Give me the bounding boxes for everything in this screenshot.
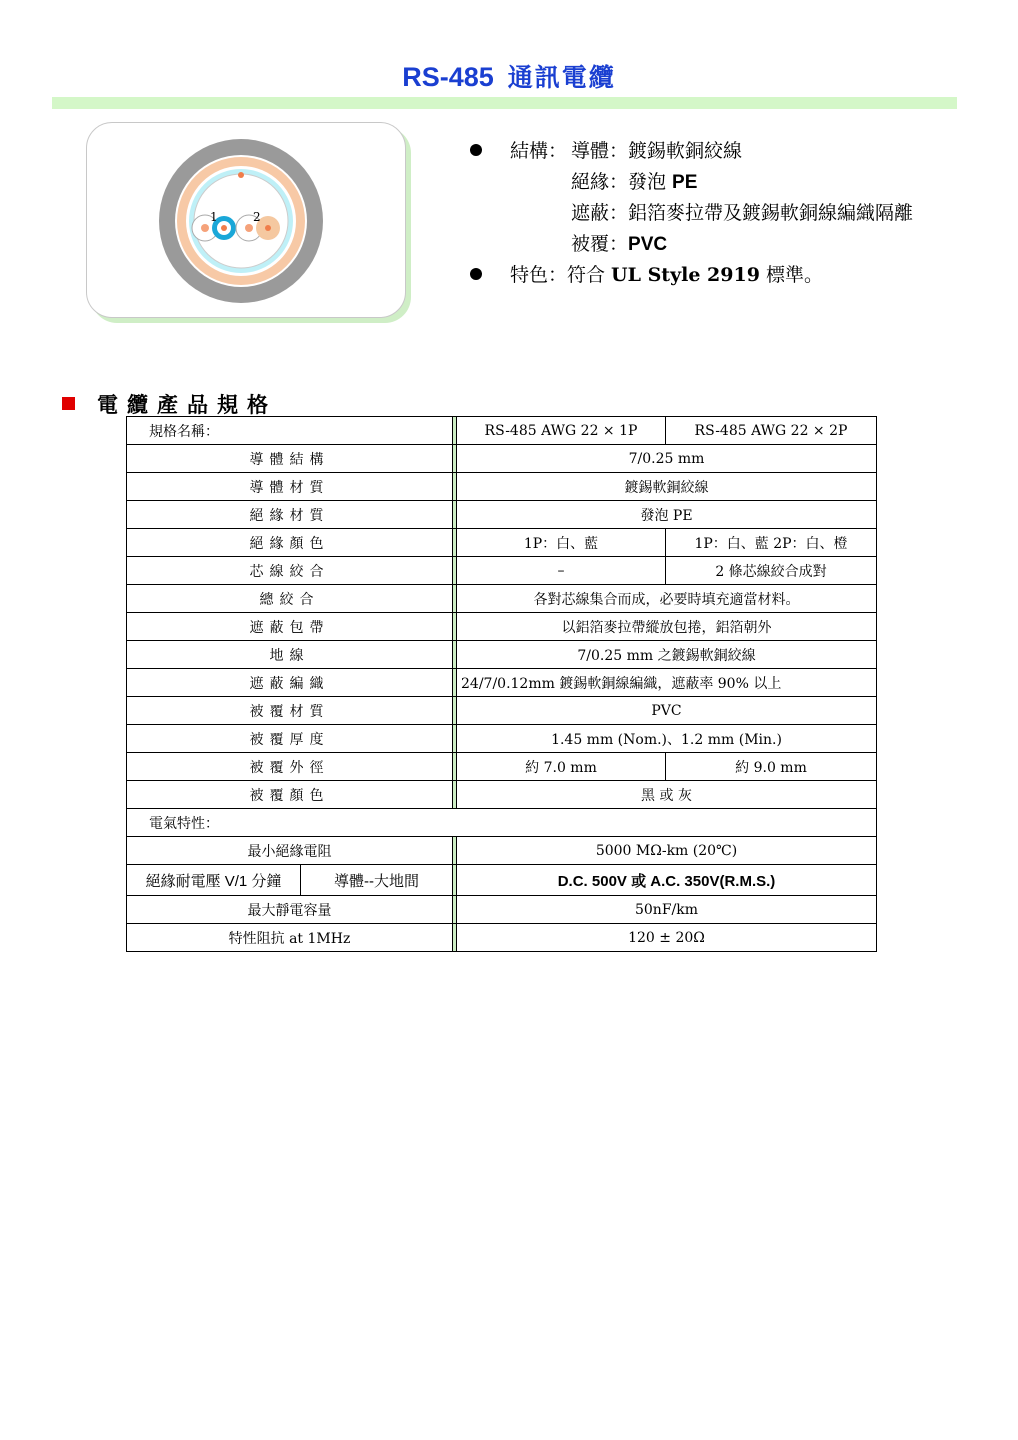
row-value: PVC — [457, 697, 877, 725]
table-row — [127, 753, 877, 781]
row-value-2p: 約 9.0 mm — [666, 753, 877, 781]
jacket-label: 被覆： — [571, 233, 629, 255]
withstand-sub: 導體--大地間 — [301, 865, 453, 896]
core-1-blue-conductor — [221, 225, 227, 231]
table-row — [127, 669, 877, 697]
feature-suffix: 標準。 — [759, 264, 823, 286]
row-value: 1.45 mm (Nom.)、1.2 mm (Min.) — [457, 725, 877, 753]
row-value-1p: 1P：白、藍 — [457, 529, 666, 557]
row-label: 導體結構 — [127, 445, 453, 473]
cable-cross-section-diagram — [87, 123, 405, 317]
row-value-1p: – — [457, 557, 666, 585]
row-value-2p: 2 條芯線絞合成對 — [666, 557, 877, 585]
row-label: 遮蔽編織 — [127, 669, 453, 697]
table-row — [127, 557, 877, 585]
table-row — [127, 585, 877, 613]
cable-cross-section-figure — [86, 122, 406, 318]
withstand-label: 絕緣耐電壓 V/1 分鐘 — [127, 865, 301, 896]
jacket-value: PVC — [628, 234, 668, 255]
table-row — [127, 641, 877, 669]
row-value-2p: 1P：白、藍 2P：白、橙 — [666, 529, 877, 557]
construction-shield: 遮蔽：鋁箔麥拉帶及鍍錫軟銅線編織隔離 — [571, 202, 914, 224]
row-value-1p: 約 7.0 mm — [457, 753, 666, 781]
header-label: 規格名稱： — [127, 417, 453, 445]
row-value: 7/0.25 mm 之鍍錫軟銅絞線 — [457, 641, 877, 669]
table-row — [127, 896, 877, 924]
core-1-white-conductor — [201, 224, 209, 232]
min-ir-value: 5000 MΩ-km (20℃) — [457, 837, 877, 865]
electrical-header-row — [127, 809, 877, 837]
table-row — [127, 725, 877, 753]
row-value: 7/0.25 mm — [457, 445, 877, 473]
title-prefix: RS-485 — [402, 62, 494, 92]
construction-jacket — [571, 229, 667, 260]
row-value: 發泡 PE — [457, 501, 877, 529]
square-bullet-icon — [62, 397, 75, 410]
table-row — [127, 781, 877, 809]
imp-label: 特性阻抗 at 1MHz — [127, 924, 453, 952]
row-label: 地線 — [127, 641, 453, 669]
title-main: 通訊電纜 — [507, 63, 616, 92]
min-ir-label: 最小絕緣電阻 — [127, 837, 453, 865]
table-row — [127, 613, 877, 641]
construction-insulation — [571, 167, 697, 198]
core-2-white-conductor — [245, 224, 253, 232]
electrical-label: 電氣特性： — [127, 809, 877, 837]
section-title: 電纜產品規格 — [97, 392, 277, 417]
table-row — [127, 445, 877, 473]
row-label: 導體材質 — [127, 473, 453, 501]
drain-wire — [238, 172, 244, 178]
row-label: 芯線絞合 — [127, 557, 453, 585]
row-label: 絕緣材質 — [127, 501, 453, 529]
row-label: 被覆顏色 — [127, 781, 453, 809]
imp-value: 120 ± 20Ω — [457, 924, 877, 952]
row-value: 各對芯線集合而成，必要時填充適當材料。 — [457, 585, 877, 613]
withstand-value: D.C. 500V 或 A.C. 350V(R.M.S.) — [457, 865, 877, 896]
table-row — [127, 924, 877, 952]
bullet-icon — [470, 144, 482, 156]
table-row — [127, 473, 877, 501]
section-heading — [62, 389, 277, 419]
pair-label-2: 2 — [253, 210, 261, 224]
feature-value: UL Style 2919 — [611, 264, 760, 286]
table-header-row — [127, 417, 877, 445]
row-value: 24/7/0.12mm 鍍錫軟銅線編織，遮蔽率 90% 以上 — [457, 669, 877, 697]
row-label: 總絞合 — [127, 585, 453, 613]
pair-label-1: 1 — [210, 210, 218, 224]
row-label: 被覆厚度 — [127, 725, 453, 753]
feature-text — [510, 260, 823, 291]
page-title — [0, 58, 1018, 94]
row-label: 被覆材質 — [127, 697, 453, 725]
header-col-1p: RS-485 AWG 22 × 1P — [457, 417, 666, 445]
header-col-2p: RS-485 AWG 22 × 2P — [666, 417, 877, 445]
spec-table — [126, 416, 877, 952]
row-label: 絕緣顏色 — [127, 529, 453, 557]
table-row — [127, 697, 877, 725]
table-row — [127, 865, 877, 896]
cap-value: 50nF/km — [457, 896, 877, 924]
construction-conductor: 導體：鍍錫軟銅絞線 — [571, 140, 743, 162]
cap-label: 最大靜電容量 — [127, 896, 453, 924]
table-row — [127, 501, 877, 529]
row-value: 以鋁箔麥拉帶縱放包捲，鋁箔朝外 — [457, 613, 877, 641]
construction-header: 結構： — [510, 140, 568, 162]
feature-label: 特色：符合 — [510, 264, 612, 286]
title-underline-band — [52, 97, 957, 109]
row-label: 遮蔽包帶 — [127, 613, 453, 641]
row-value: 鍍錫軟銅絞線 — [457, 473, 877, 501]
table-row — [127, 529, 877, 557]
insulation-label: 絕緣：發泡 — [571, 171, 673, 193]
row-label: 被覆外徑 — [127, 753, 453, 781]
bullet-icon — [470, 268, 482, 280]
core-2-orange-conductor — [265, 225, 271, 231]
table-row — [127, 837, 877, 865]
insulation-value: PE — [672, 172, 698, 193]
row-value: 黑 或 灰 — [457, 781, 877, 809]
